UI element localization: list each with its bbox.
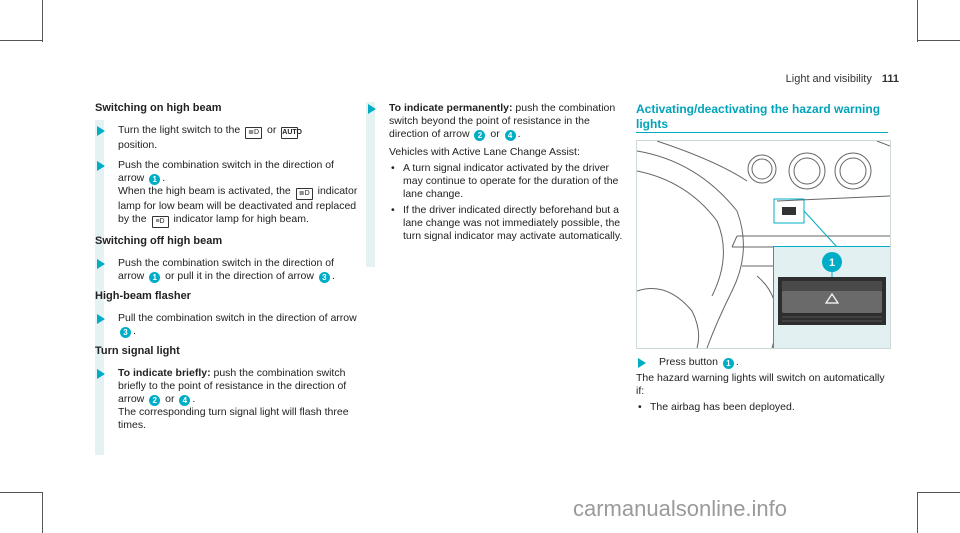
- callout-3: 3: [319, 272, 330, 283]
- callout-1: 1: [723, 358, 734, 369]
- step-arrow-icon: [97, 259, 105, 269]
- callout-2: 2: [474, 130, 485, 141]
- heading-flasher: High-beam flasher: [95, 290, 191, 302]
- step: To indicate briefly: push the combination switch briefly to the point of resistance in the direction of arrow 2 or 4 . The corresponding turn signal light will flash three times.: [95, 367, 360, 432]
- callout-2: 2: [149, 395, 160, 406]
- callout-4: 4: [505, 130, 516, 141]
- step: To indicate permanently: push the combination switch beyond the point of resistance in the direction of arrow 2 or 4 . Vehicles with Active Lane Change Assist: • A turn signal indicator activated by the driver may continue to operate for the duration of the lane change. • If the driver indicated directly beforehand but a lane change was not immediately possible, the turn signal indicator may activate automatically.: [366, 102, 626, 243]
- low-beam-icon: ≣D: [245, 127, 262, 139]
- heading-high-beam-on: Switching on high beam: [95, 102, 222, 114]
- callout-3: 3: [120, 327, 131, 338]
- step-arrow-icon: [97, 126, 105, 136]
- low-beam-icon: ≣D: [296, 188, 313, 200]
- button-inset: [773, 246, 891, 349]
- crop-mark: [0, 492, 42, 493]
- callout-4: 4: [179, 395, 190, 406]
- crop-mark: [42, 0, 43, 42]
- figure-callout: 1: [828, 257, 836, 269]
- page-number: 111: [881, 73, 899, 85]
- heading-rule: [636, 132, 888, 133]
- callout-1: 1: [149, 174, 160, 185]
- section-title: Light and visibility: [785, 73, 872, 85]
- list-item: • A turn signal indicator activated by the driver may continue to operate for the duration of the lane change.: [389, 162, 626, 201]
- step: Pull the combination switch in the direction of arrow 3 .: [95, 312, 360, 338]
- section-heading: Activating/deactivating the hazard warning lights: [636, 102, 881, 131]
- step: Press button 1 .: [636, 356, 888, 369]
- note: Vehicles with Active Lane Change Assist:: [389, 146, 580, 158]
- step-arrow-icon: [638, 358, 646, 368]
- step: Push the combination switch in the direction of arrow 1 . When the high beam is activated, the ≣D indicator lamp for low beam will be deactivated and replaced by the ≡D indicator lamp for high beam.: [95, 159, 360, 228]
- column-right: [636, 102, 888, 132]
- dashboard-figure: [636, 140, 891, 349]
- step: Push the combination switch in the direction of arrow 1 or pull it in the direction of arrow 3 .: [95, 257, 360, 283]
- crop-mark: [917, 0, 918, 42]
- paragraph: The hazard warning lights will switch on automatically if:: [636, 372, 885, 397]
- crop-mark: [42, 492, 43, 533]
- step: Turn the light switch to the ≣D or AUTO position.: [95, 124, 360, 152]
- step-arrow-icon: [368, 104, 376, 114]
- step-arrow-icon: [97, 369, 105, 379]
- column-middle: [366, 102, 626, 243]
- column-left: [95, 102, 360, 432]
- running-header: [786, 73, 899, 85]
- watermark: carmanualsonline.info: [573, 496, 788, 521]
- column-right-steps: [636, 356, 888, 414]
- list-item: • The airbag has been deployed.: [636, 401, 888, 414]
- list-item: • If the driver indicated directly beforehand but a lane change was not immediately possible, the turn signal indicator may activate automatically.: [389, 204, 626, 243]
- high-beam-icon: ≡D: [152, 216, 169, 228]
- crop-mark: [918, 40, 960, 41]
- callout-1: 1: [149, 272, 160, 283]
- step-arrow-icon: [97, 314, 105, 324]
- auto-icon: AUTO: [281, 127, 298, 139]
- step-arrow-icon: [97, 161, 105, 171]
- heading-turn-signal: Turn signal light: [95, 345, 180, 357]
- crop-mark: [918, 492, 960, 493]
- crop-mark: [917, 492, 918, 533]
- hazard-button-illustration: [774, 247, 890, 348]
- crop-mark: [0, 40, 42, 41]
- heading-high-beam-off: Switching off high beam: [95, 235, 223, 247]
